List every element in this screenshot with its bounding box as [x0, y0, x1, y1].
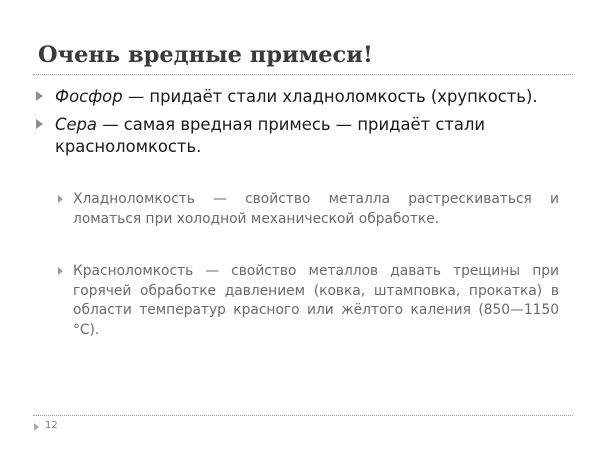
bullet-arrow-icon: [36, 91, 43, 101]
subbullet-text: Красноломкость — свойство металлов давать трещины при горячей обработке давлением (ковка, штамповка, прокатка) в области температур красного или жёлтого каления (850—1150 °С).: [73, 263, 559, 339]
subbullet-cold-brittleness: [36, 190, 576, 229]
footer-divider: [33, 415, 573, 416]
bullet-term: Сера: [55, 115, 97, 134]
title-divider: [33, 74, 573, 75]
subbullet-arrow-icon: [58, 195, 63, 203]
footer-arrow-icon: [34, 423, 39, 431]
bullet-text: [55, 86, 575, 108]
bullet-text: [55, 114, 575, 158]
slide-title: Очень вредные примеси!: [38, 42, 373, 68]
page-number: 12: [45, 420, 58, 431]
bullet-description: — самая вредная примесь — придаёт стали красноломкость.: [55, 115, 486, 156]
bullet-description: — придаёт стали хладноломкость (хрупкость).: [122, 87, 538, 106]
bullet-arrow-icon: [36, 119, 43, 129]
subbullet-arrow-icon: [58, 267, 63, 275]
bullet-sulfur: [36, 114, 576, 158]
bullet-phosphorus: [36, 86, 576, 108]
subbullet-text: Хладноломкость — свойство металла растрескиваться и ломаться при холодной механической обработке.: [73, 191, 559, 227]
subbullet-red-brittleness: [36, 262, 576, 341]
bullet-term: Фосфор: [55, 87, 123, 106]
